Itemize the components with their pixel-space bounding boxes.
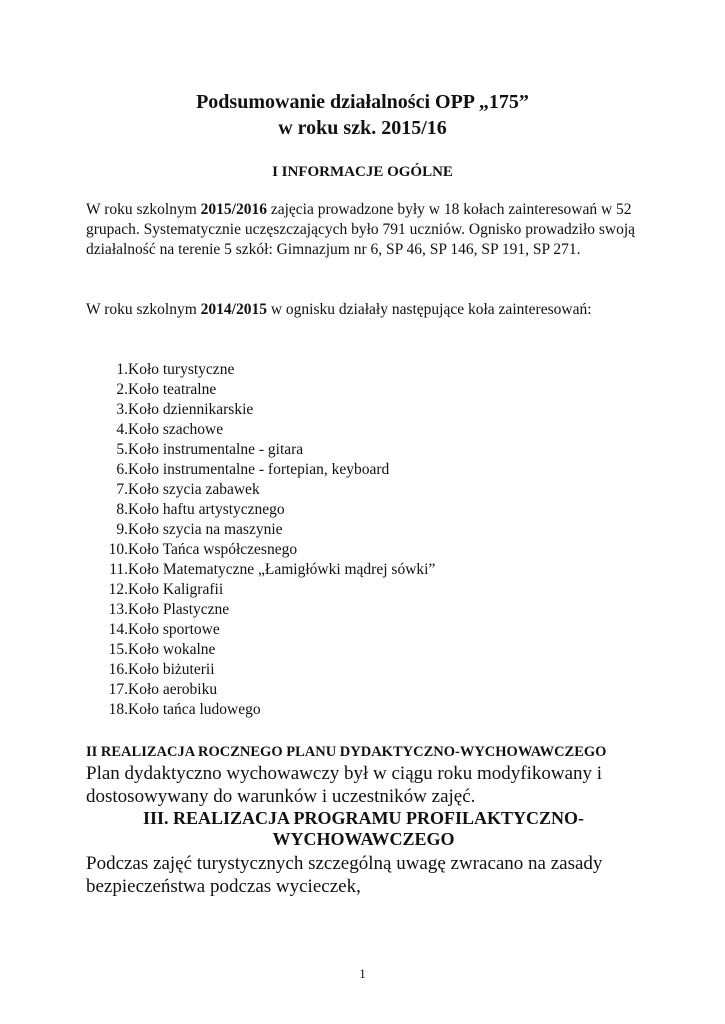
list-item-number: 1.	[116, 361, 128, 378]
list-item-label: Koło Plastyczne	[128, 601, 230, 618]
list-item	[86, 360, 646, 380]
list-item-label: Koło haftu artystycznego	[128, 501, 285, 518]
list-item-label: Koło aerobiku	[128, 681, 218, 698]
list-item-number: 14.	[108, 621, 128, 638]
list-item-number: 16.	[108, 661, 128, 678]
list-item-label: Koło szycia na maszynie	[128, 521, 283, 538]
list-item-number: 2.	[116, 381, 128, 398]
list-item-number: 5.	[116, 441, 128, 458]
list-item	[86, 380, 646, 400]
paragraph-2-body: w ognisku działały następujące koła zainteresowań:	[266, 301, 592, 318]
paragraph-1-prefix: W roku szkolnym	[86, 201, 201, 218]
paragraph-2-year: 2014/2015	[200, 301, 267, 318]
list-item	[86, 460, 646, 480]
list-item	[86, 700, 646, 720]
list-item-label: Koło instrumentalne - gitara	[128, 441, 304, 458]
list-item-number: 18.	[108, 701, 128, 718]
list-item	[86, 440, 646, 460]
paragraph-1-year: 2015/2016	[200, 201, 267, 218]
list-item-number: 15.	[108, 641, 128, 658]
paragraph-2-prefix: W roku szkolnym	[86, 301, 201, 318]
list-item	[86, 640, 646, 660]
list-item-label: Koło szachowe	[128, 421, 224, 438]
list-item-number: 9.	[116, 521, 128, 538]
list-item-number: 8.	[116, 501, 128, 518]
list-item	[86, 620, 646, 640]
list-item	[86, 480, 646, 500]
list-item-label: Koło szycia zabawek	[128, 481, 260, 498]
list-item-label: Koło sportowe	[128, 621, 220, 638]
list-item-number: 7.	[116, 481, 128, 498]
section-1-heading: I INFORMACJE OGÓLNE	[272, 164, 453, 180]
section-2-heading: II REALIZACJA ROCZNEGO PLANU DYDAKTYCZNO-WYCHOWAWCZEGO	[86, 744, 607, 760]
paragraph-1-body: zajęcia prowadzone były w 18 kołach zainteresowań w 52 grupach. Systematycznie uczęszczających było 791 uczniów. Ognisko prowadziło swoją działalność na terenie 5 szkół: Gimnazjum nr 6, SP 46, SP 146, SP 191, SP 271.	[86, 201, 636, 258]
page-number: 1	[359, 966, 366, 981]
list-item-label: Koło wokalne	[128, 641, 216, 658]
section-3-text: Podczas zajęć turystycznych szczególną uwagę zwracano na zasady bezpieczeństwa podczas wycieczek,	[86, 853, 603, 897]
list-item-number: 10.	[108, 541, 128, 558]
paragraph-general-info	[86, 200, 646, 260]
document-title-line-2: w roku szk. 2015/16	[278, 117, 447, 139]
list-item-number: 17.	[108, 681, 128, 698]
list-item	[86, 420, 646, 440]
list-item	[86, 660, 646, 680]
list-item-label: Koło Tańca współczesnego	[128, 541, 298, 558]
list-item-number: 6.	[116, 461, 128, 478]
list-item-label: Koło teatralne	[128, 381, 217, 398]
list-item-label: Koło turystyczne	[128, 361, 235, 378]
document-title-line-1: Podsumowanie działalności OPP „175”	[196, 91, 529, 113]
list-item	[86, 540, 646, 560]
list-item-label: Koło biżuterii	[128, 661, 215, 678]
list-item	[86, 520, 646, 540]
list-item	[86, 600, 646, 620]
list-item-number: 11.	[109, 561, 128, 578]
list-item-number: 12.	[108, 581, 128, 598]
list-item	[86, 560, 646, 580]
list-item	[86, 580, 646, 600]
list-item-label: Koło instrumentalne - fortepian, keyboard	[128, 461, 390, 478]
section-2-text: Plan dydaktyczno wychowawczy był w ciągu roku modyfikowany i dostosowywany do warunków i uczestników zajęć.	[86, 763, 603, 807]
list-item	[86, 400, 646, 420]
list-item-number: 13.	[108, 601, 128, 618]
list-item-label: Koło Matematyczne „Łamigłówki mądrej sówki”	[128, 561, 436, 578]
list-item-label: Koło Kaligrafii	[128, 581, 224, 598]
clubs-list	[86, 360, 646, 720]
list-item-number: 3.	[116, 401, 128, 418]
paragraph-clubs-intro	[86, 300, 646, 320]
list-item-label: Koło dziennikarskie	[128, 401, 254, 418]
list-item-label: Koło tańca ludowego	[128, 701, 261, 718]
section-3-heading: III. REALIZACJA PROGRAMU PROFILAKTYCZNO-WYCHOWAWCZEGO	[142, 808, 585, 849]
list-item-number: 4.	[116, 421, 128, 438]
list-item	[86, 680, 646, 700]
list-item	[86, 500, 646, 520]
